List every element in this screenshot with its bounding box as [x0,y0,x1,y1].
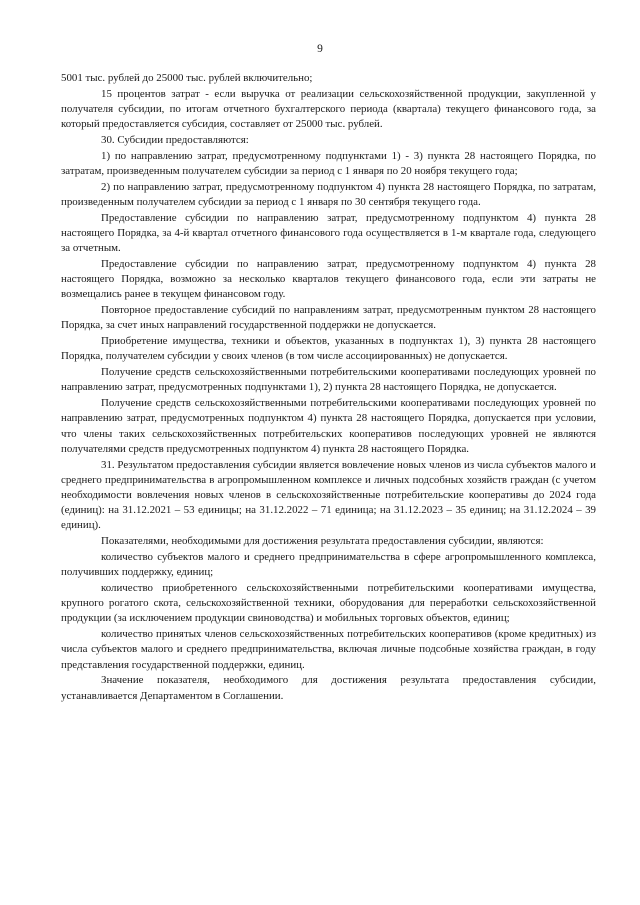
page-number: 9 [317,43,323,55]
paragraph: Показателями, необходимыми для достижения результата предоставления субсидии, являются: [101,535,544,548]
paragraph: 31. Результатом предоставления субсидии является вовлечение новых членов из числа субъектов малого и среднего предпринимательства в агропромышленном комплексе и личных подсобных хозяйств граждан (с учетом необходимости вовлечения новых членов в сельскохозяйственные потребительские кооперативы до 2024 года (единиц): на 31.12.2021 – 53 единицы; на 31.12.2022 – 71 единица; на 31.12.2023 – 35 единиц; на 31.12.2024 – 39 единиц). [61,458,596,532]
paragraph: Получение средств сельскохозяйственными потребительскими кооперативами последующих уровней по направлению затрат, предусмотренных подпунктом 4) пункта 28 настоящего Порядка, допускается при условии, что члены таких сельскохозяйственных потребительских кооперативов последующих уровней не являются получателями средств предусмотренных подпунктом 4) пункта 28 настоящего Порядка. [61,397,596,455]
paragraph: 5001 тыс. рублей до 25000 тыс. рублей включительно; [61,72,313,84]
paragraph: Приобретение имущества, техники и объектов, указанных в подпунктах 1), 3) пункта 28 настоящего Порядка, получателем субсидии у своих членов (в том числе ассоциированных) не допускается. [61,335,596,363]
paragraph: Значение показателя, необходимого для достижения результата предоставления субсидии, устанавливается Департаментом в Соглашении. [61,674,596,702]
paragraph: Повторное предоставление субсидий по направлениям затрат, предусмотренным пунктом 28 настоящего Порядка, за счет иных направлений государственной поддержки не допускается. [61,304,596,332]
paragraph: количество приобретенного сельскохозяйственными потребительскими кооперативами имущества, крупного рогатого скота, сельскохозяйственной техники, оборудования для переработки сельскохозяйственной продукции (за исключением продукции свиноводства) и мобильных торговых объектов, единиц; [61,582,596,625]
paragraph: количество субъектов малого и среднего предпринимательства в сфере агропромышленного комплекса, получивших поддержку, единиц; [61,551,596,579]
paragraph: 2) по направлению затрат, предусмотренному подпунктом 4) пункта 28 настоящего Порядка, по затратам, произведенным получателем субсидии за период с 1 января по 30 сентября текущего года. [61,180,596,208]
paragraph: Получение средств сельскохозяйственными потребительскими кооперативами последующих уровней по направлению затрат, предусмотренных подпунктами 1), 2) пункта 28 настоящего Порядка, не допускается. [61,366,596,394]
document-body [61,71,596,704]
paragraph: Предоставление субсидии по направлению затрат, предусмотренному подпунктом 4) пункта 28 настоящего Порядка, за 4-й квартал отчетного финансового года осуществляется в 1-м квартале года, следующего за отчетным. [61,211,596,255]
paragraph: Предоставление субсидии по направлению затрат, предусмотренному подпунктом 4) пункта 28 настоящего Порядка, возможно за несколько кварталов текущего финансового года, если эти затраты не возмещались ранее в текущем финансовом году. [61,258,596,301]
paragraph: 1) по направлению затрат, предусмотренному подпунктами 1) - 3) пункта 28 настоящего Порядка, по затратам, произведенным получателем субсидии за период с 1 января по 20 ноября текущего года; [61,149,596,177]
paragraph: 15 процентов затрат - если выручка от реализации сельскохозяйственной продукции, закупленной у получателя субсидии, по итогам отчетного бухгалтерского периода (квартала) текущего финансового года, за который предоставляется субсидия, составляет от 25000 тыс. рублей. [61,87,596,131]
paragraph: 30. Субсидии предоставляются: [101,134,249,146]
paragraph: количество принятых членов сельскохозяйственных потребительских кооперативов (кроме кредитных) из числа субъектов малого и среднего предпринимательства, включая личные подсобные хозяйства граждан, в году представления государственной поддержки, единиц. [61,628,596,671]
